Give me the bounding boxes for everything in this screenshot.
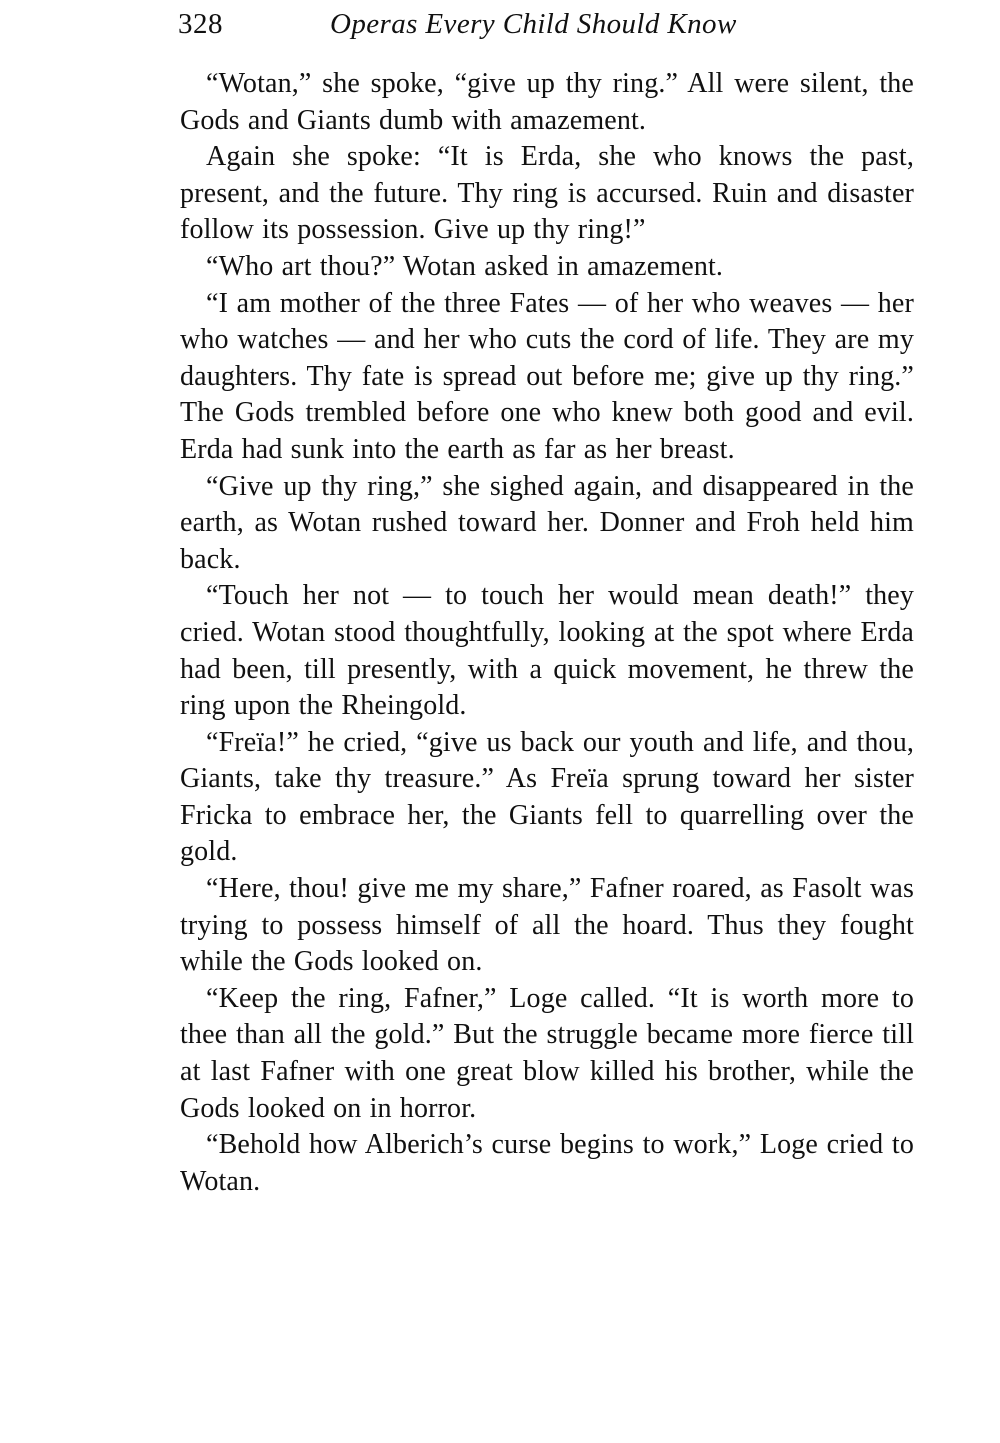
body-text: [180, 66, 914, 1200]
paragraph: “Freïa!” he cried, “give us back our youth and life, and thou, Giants, take thy treasure.” As Freïa sprung toward her sister Fricka to embrace her, the Giants fell to quarrelling over the gold.: [180, 726, 914, 868]
paragraph: “I am mother of the three Fates — of her who weaves — her who watches — and her who cuts the cord of life. They are my daughters. Thy fate is spread out before me; give up thy ring.” The Gods trembled before one who knew both good and evil. Erda had sunk into the earth as far as her breast.: [180, 287, 914, 465]
paragraph: “Give up thy ring,” she sighed again, and disappeared in the earth, as Wotan rushed toward her. Donner and Froh held him back.: [180, 470, 914, 575]
paragraph: “Keep the ring, Fafner,” Loge called. “It is worth more to thee than all the gold.” But the struggle became more fierce till at last Fafner with one great blow killed his brother, while the Gods looked on in horror.: [180, 982, 914, 1124]
running-title: Operas Every Child Should Know: [330, 8, 737, 40]
page-header: [178, 4, 918, 44]
paragraph: “Who art thou?” Wotan asked in amazement.: [206, 250, 724, 282]
paragraph: “Wotan,” she spoke, “give up thy ring.” All were silent, the Gods and Giants dumb with amazement.: [180, 68, 914, 136]
paragraph: “Touch her not — to touch her would mean death!” they cried. Wotan stood thoughtfully, looking at the spot where Erda had been, till presently, with a quick movement, he threw the ring upon the Rheingold.: [180, 580, 914, 722]
paragraph: Again she spoke: “It is Erda, she who knows the past, present, and the future. Thy ring is accursed. Ruin and disaster follow its possession. Give up thy ring!”: [180, 141, 914, 246]
paragraph: “Here, thou! give me my share,” Fafner roared, as Fasolt was trying to possess himself of all the hoard. Thus they fought while the Gods looked on.: [180, 873, 914, 978]
page-number: 328: [178, 8, 223, 40]
paragraph: “Behold how Alberich’s curse begins to work,” Loge cried to Wotan.: [180, 1129, 914, 1197]
